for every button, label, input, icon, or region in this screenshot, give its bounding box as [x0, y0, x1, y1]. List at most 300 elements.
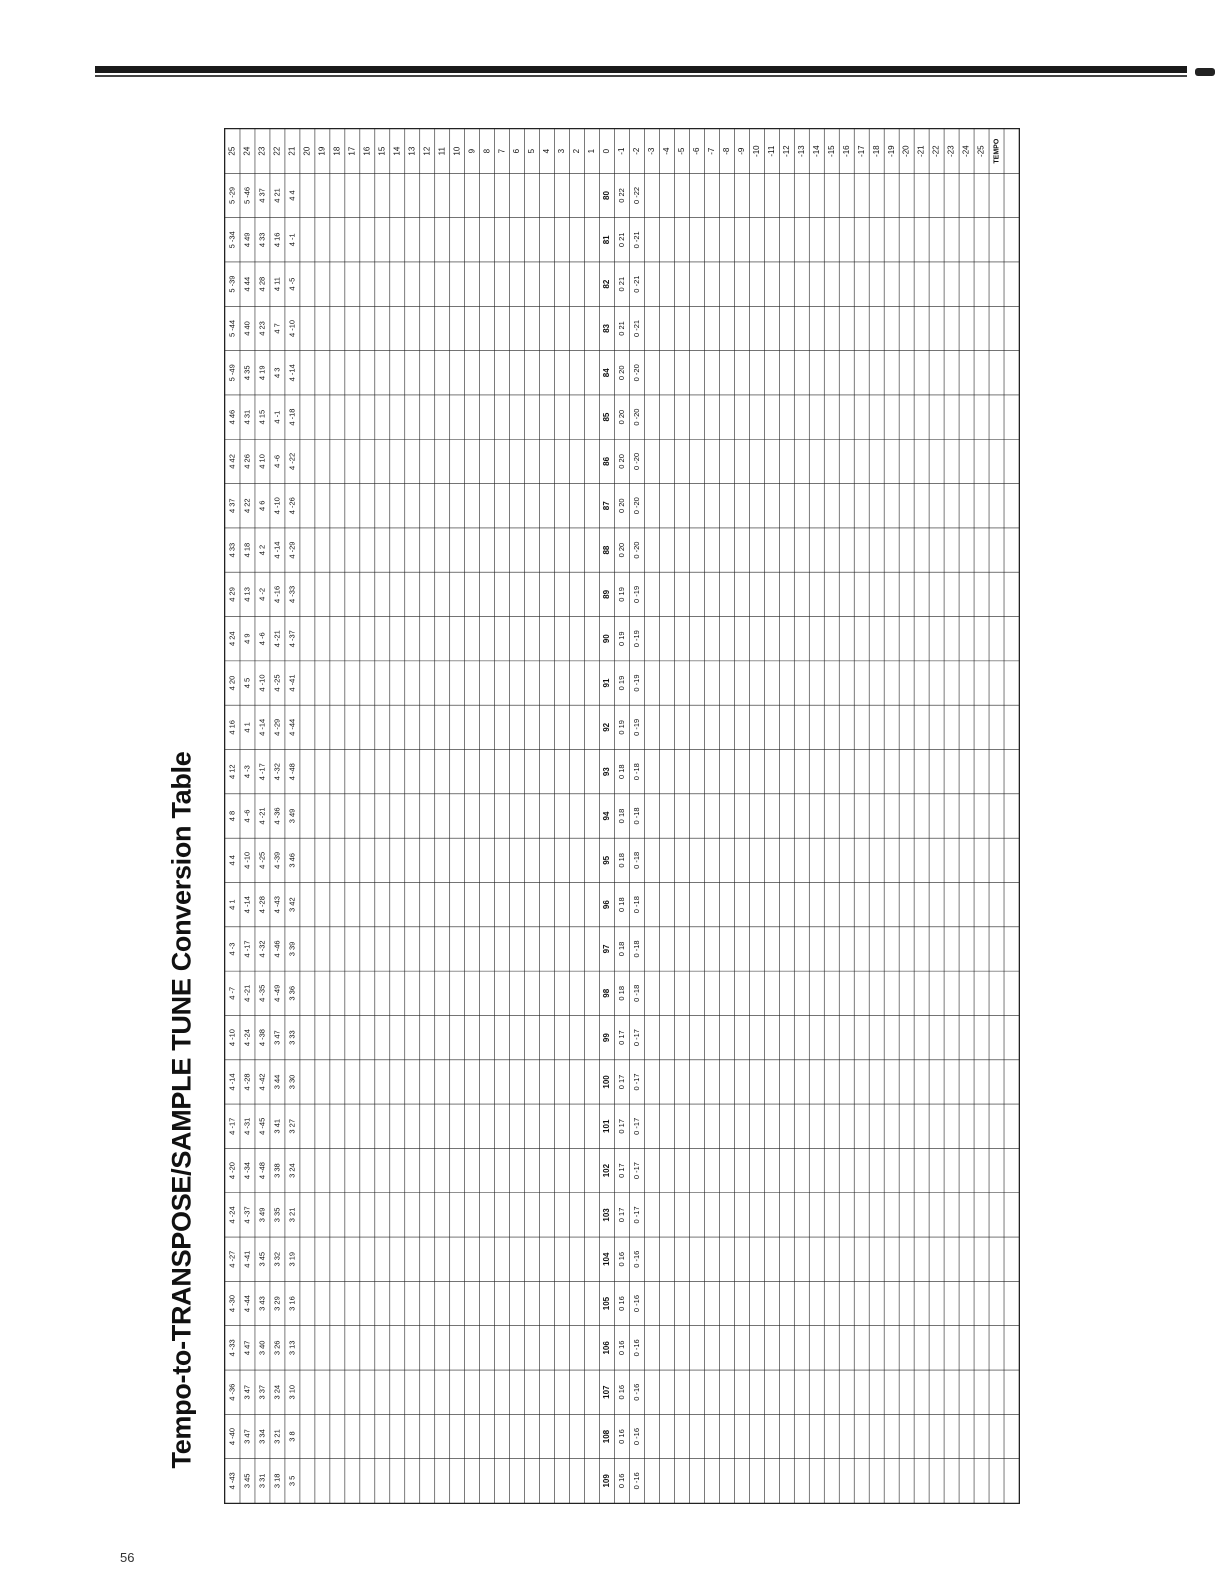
header-rule-thin: [95, 75, 1187, 77]
transpose-header: 14: [392, 146, 402, 156]
table-cell: 4 -18: [287, 408, 297, 426]
table-cell: 4 -29: [287, 541, 297, 559]
transpose-header: 25: [227, 146, 237, 156]
table-cell: 0 -20: [631, 497, 641, 515]
transpose-header: 12: [422, 146, 432, 156]
table-cell: 4 -25: [257, 851, 267, 869]
transpose-header: -2: [632, 147, 642, 155]
table-cell: 3 47: [272, 1030, 282, 1045]
table-cell: 3 19: [287, 1251, 297, 1267]
transpose-header: 16: [362, 146, 372, 156]
transpose-header: -22: [931, 145, 941, 157]
table-cell: 4 47: [242, 1340, 252, 1356]
table-cell: 4 -21: [272, 630, 282, 648]
table-cell: 0 17: [616, 1207, 626, 1223]
table-cell: 3 26: [272, 1340, 282, 1356]
table-cell: 0 -17: [631, 1029, 641, 1047]
table-cell: 0 -17: [631, 1117, 641, 1135]
table-cell: 0 18: [616, 808, 626, 824]
table-cell: 4 -36: [272, 807, 282, 825]
table-cell: 4 -14: [227, 1073, 237, 1091]
table-cell: 4 44: [242, 276, 252, 292]
table-cell: 0 -18: [631, 940, 641, 958]
transpose-header: -12: [781, 145, 791, 157]
table-cell: 4 -28: [257, 896, 267, 914]
transpose-header: 8: [482, 148, 492, 154]
table-cell: 3 39: [287, 941, 297, 957]
table-cell: 3 13: [287, 1340, 297, 1356]
transpose-header: -9: [736, 147, 746, 155]
table-cell: 3 47: [242, 1384, 252, 1400]
table-cell: 0 17: [616, 1118, 626, 1134]
table-cell: 3 45: [242, 1473, 252, 1489]
table-cell: 3 16: [287, 1296, 297, 1311]
tempo-value: 102: [602, 1163, 612, 1178]
transpose-header: -5: [677, 147, 687, 155]
transpose-header: -10: [751, 145, 761, 157]
table-cell: 0 20: [616, 409, 626, 425]
table-cell: 4 7: [272, 323, 282, 334]
table-cell: 3 37: [257, 1384, 267, 1400]
conversion-table: [224, 128, 1020, 1504]
table-cell: 4 -41: [242, 1250, 252, 1268]
table-cell: 0 -18: [631, 763, 641, 781]
table-cell: 4 12: [227, 764, 237, 779]
table-cell: 0 19: [616, 675, 626, 691]
table-cell: 5 -39: [227, 275, 237, 293]
table-cell: 0 -21: [631, 231, 641, 249]
table-cell: 3 41: [272, 1118, 282, 1134]
table-cell: 4 -20: [227, 1162, 237, 1180]
transpose-header: -7: [706, 147, 716, 155]
table-cell: 0 -20: [631, 452, 641, 470]
table-cell: 4 5: [242, 677, 252, 689]
tempo-value: 89: [602, 589, 612, 599]
tempo-value: 100: [602, 1075, 612, 1089]
table-cell: 4 -1: [272, 410, 282, 424]
table-cell: 0 -19: [631, 674, 641, 692]
tempo-value: 92: [602, 722, 612, 732]
tempo-value: 103: [602, 1208, 612, 1222]
table-cell: 4 -40: [227, 1427, 237, 1446]
transpose-header: 3: [557, 148, 567, 154]
table-cell: 3 24: [272, 1384, 282, 1400]
table-cell: 4 -36: [227, 1383, 237, 1401]
table-cell: 0 -16: [631, 1294, 641, 1313]
table-cell: 4 33: [227, 542, 237, 558]
table-cell: 0 17: [616, 1163, 626, 1178]
table-cell: 0 19: [616, 631, 626, 647]
table-cell: 4 -33: [227, 1339, 237, 1357]
tempo-value: 87: [602, 501, 612, 511]
table-cell: 4 -32: [272, 763, 282, 781]
table-cell: 4 -22: [287, 452, 297, 470]
table-cell: 3 30: [287, 1074, 297, 1090]
table-cell: 0 -21: [631, 275, 641, 293]
table-cell: 3 36: [287, 985, 297, 1001]
table-cell: 4 -21: [257, 807, 267, 825]
table-cell: 4 -33: [287, 585, 297, 603]
tempo-value: 81: [602, 235, 612, 245]
table-cell: 4 -2: [257, 587, 267, 601]
table-cell: 0 17: [616, 1030, 626, 1045]
tempo-value: 106: [602, 1341, 612, 1355]
table-cell: 0 16: [616, 1384, 626, 1400]
table-cell: 4 23: [257, 321, 267, 336]
transpose-header: 18: [332, 146, 342, 156]
table-cell: 0 -16: [631, 1427, 641, 1446]
header-rule: [95, 66, 1187, 73]
table-cell: 3 8: [287, 1431, 297, 1442]
table-cell: 4 -43: [227, 1472, 237, 1490]
table-cell: 4 37: [257, 188, 267, 203]
table-cell: 4 -46: [272, 940, 282, 958]
transpose-header: 7: [497, 148, 507, 154]
table-cell: 4 13: [242, 587, 252, 602]
table-cell: 4 8: [227, 810, 237, 822]
table-cell: 4 15: [257, 409, 267, 425]
title-area: [162, 700, 202, 1520]
table-cell: 0 -22: [631, 186, 641, 205]
table-cell: 3 34: [257, 1429, 267, 1444]
tempo-corner-label: TEMPO: [993, 138, 1001, 164]
table-cell: 0 -19: [631, 630, 641, 648]
table-cell: 4 -16: [272, 585, 282, 603]
transpose-header: 4: [542, 148, 552, 154]
table-cell: 3 47: [242, 1429, 252, 1444]
transpose-header: 13: [407, 146, 417, 156]
table-cell: 3 32: [272, 1251, 282, 1267]
transpose-header: -13: [796, 145, 806, 157]
transpose-header: -8: [721, 147, 731, 155]
table-cell: 4 -44: [242, 1294, 252, 1313]
table-cell: 4 -7: [227, 986, 237, 1000]
transpose-header: -16: [841, 145, 851, 157]
tempo-value: 94: [602, 811, 612, 821]
table-cell: 4 -27: [227, 1250, 237, 1268]
transpose-header: -20: [901, 145, 911, 157]
table-cell: 3 21: [287, 1207, 297, 1223]
table-cell: 0 20: [616, 454, 626, 469]
table-cell: 4 -1: [287, 233, 297, 247]
transpose-header: 24: [242, 146, 252, 156]
table-cell: 4 -42: [257, 1073, 267, 1091]
table-cell: 4 -25: [272, 674, 282, 692]
conversion-table-grid: [225, 129, 1019, 1503]
table-cell: 0 17: [616, 1074, 626, 1090]
table-cell: 4 -39: [272, 851, 282, 869]
transpose-header: 21: [287, 146, 297, 156]
transpose-header: 19: [317, 146, 327, 156]
tempo-value: 95: [602, 855, 612, 865]
table-cell: 4 22: [242, 498, 252, 514]
table-cell: 3 49: [287, 808, 297, 824]
table-cell: 0 16: [616, 1473, 626, 1489]
table-cell: 5 -44: [227, 319, 237, 338]
transpose-header: -4: [662, 147, 672, 155]
table-cell: 4 -24: [227, 1206, 237, 1224]
table-cell: 4 -30: [227, 1294, 237, 1313]
table-cell: 3 43: [257, 1296, 267, 1311]
table-cell: 0 -16: [631, 1339, 641, 1357]
table-cell: 4 -45: [257, 1117, 267, 1135]
tempo-value: 96: [602, 900, 612, 910]
table-cell: 4 -28: [242, 1073, 252, 1091]
transpose-header: 23: [257, 146, 267, 156]
table-cell: 4 21: [272, 188, 282, 203]
table-cell: 4 -17: [227, 1117, 237, 1135]
transpose-header: 10: [452, 146, 462, 156]
transpose-header: 2: [572, 148, 582, 154]
table-cell: 0 20: [616, 542, 626, 558]
table-cell: 3 29: [272, 1296, 282, 1311]
table-cell: 0 -16: [631, 1250, 641, 1268]
transpose-header: -21: [916, 145, 926, 157]
tempo-value: 91: [602, 678, 612, 688]
transpose-header: -14: [811, 145, 821, 157]
table-cell: 0 20: [616, 365, 626, 381]
table-cell: 4 19: [257, 365, 267, 381]
table-cell: 0 18: [616, 985, 626, 1001]
table-cell: 4 46: [227, 409, 237, 425]
table-cell: 3 49: [257, 1207, 267, 1223]
table-cell: 0 20: [616, 498, 626, 514]
transpose-header: 15: [377, 146, 387, 156]
tempo-value: 82: [602, 279, 612, 289]
table-cell: 0 21: [616, 276, 626, 292]
table-cell: 3 24: [287, 1163, 297, 1178]
table-cell: 4 -14: [272, 541, 282, 559]
table-cell: 3 31: [257, 1473, 267, 1489]
table-cell: 4 -3: [227, 942, 237, 956]
table-cell: 4 20: [227, 675, 237, 691]
table-cell: 4 18: [242, 542, 252, 558]
table-cell: 4 40: [242, 321, 252, 336]
table-cell: 4 -34: [242, 1162, 252, 1180]
tempo-value: 105: [602, 1296, 612, 1311]
table-cell: 4 42: [227, 454, 237, 469]
table-cell: 4 28: [257, 276, 267, 292]
tempo-value: 97: [602, 944, 612, 954]
transpose-header: -23: [946, 145, 956, 157]
tempo-value: 83: [602, 323, 612, 333]
table-cell: 4 6: [257, 500, 267, 511]
tempo-value: 101: [602, 1119, 612, 1133]
table-cell: 0 -17: [631, 1206, 641, 1224]
transpose-header: 9: [467, 148, 477, 154]
table-cell: 0 -19: [631, 718, 641, 736]
table-cell: 0 16: [616, 1340, 626, 1356]
table-cell: 3 38: [272, 1163, 282, 1178]
table-cell: 4 -14: [242, 896, 252, 914]
page-title: Tempo-to-TRANSPOSE/SAMPLE TUNE Conversion Table: [166, 751, 197, 1469]
table-cell: 4 11: [272, 277, 282, 292]
table-cell: 4 -37: [242, 1206, 252, 1224]
table-cell: 4 35: [242, 365, 252, 381]
table-cell: 4 -41: [287, 674, 297, 692]
table-cell: 0 18: [616, 941, 626, 957]
transpose-header: 6: [512, 148, 522, 154]
page-number: 56: [120, 1550, 135, 1565]
table-cell: 0 18: [616, 853, 626, 868]
table-cell: 0 -18: [631, 984, 641, 1002]
table-cell: 0 -16: [631, 1383, 641, 1401]
table-cell: 3 5: [287, 1475, 297, 1487]
tempo-value: 108: [602, 1429, 612, 1444]
table-cell: 4 26: [242, 454, 252, 469]
transpose-header: -17: [856, 145, 866, 157]
table-cell: 4 -17: [242, 940, 252, 958]
table-cell: 0 16: [616, 1251, 626, 1267]
transpose-header: -24: [961, 145, 971, 157]
transpose-header: -6: [692, 147, 702, 155]
table-cell: 0 -17: [631, 1162, 641, 1180]
table-cell: 0 -21: [631, 319, 641, 338]
table-cell: 3 42: [287, 897, 297, 912]
tempo-value: 98: [602, 988, 612, 998]
table-cell: 4 10: [257, 454, 267, 469]
table-cell: 4 -35: [257, 984, 267, 1002]
tempo-value: 90: [602, 634, 612, 644]
table-cell: 3 40: [257, 1340, 267, 1356]
table-cell: 4 -14: [287, 364, 297, 382]
transpose-header: -15: [826, 145, 836, 157]
table-cell: 0 -20: [631, 408, 641, 426]
table-cell: 4 -29: [272, 718, 282, 736]
tempo-value: 85: [602, 412, 612, 422]
table-cell: 4 16: [227, 720, 237, 735]
table-cell: 4 -24: [242, 1029, 252, 1047]
table-cell: 4 -26: [287, 497, 297, 515]
table-cell: 4 -10: [242, 851, 252, 869]
table-cell: 0 -16: [631, 1472, 641, 1490]
table-cell: 0 21: [616, 321, 626, 336]
table-cell: 3 27: [287, 1118, 297, 1134]
header-rule-end: [1195, 68, 1215, 76]
tempo-value: 107: [602, 1385, 612, 1399]
table-cell: 0 -18: [631, 851, 641, 869]
table-cell: 4 -5: [287, 277, 297, 291]
table-cell: 4 -3: [242, 765, 252, 779]
table-cell: 0 16: [616, 1429, 626, 1444]
table-cell: 3 21: [272, 1429, 282, 1444]
table-cell: 4 1: [227, 899, 237, 910]
transpose-header: 5: [527, 148, 537, 154]
table-cell: 4 4: [227, 855, 237, 866]
table-cell: 0 -18: [631, 896, 641, 914]
table-cell: 4 -32: [257, 940, 267, 958]
transpose-header: -25: [976, 145, 986, 157]
table-cell: 4 37: [227, 498, 237, 514]
table-cell: 4 -6: [242, 809, 252, 823]
table-cell: 0 -18: [631, 807, 641, 825]
transpose-header: -18: [871, 145, 881, 157]
table-cell: 0 -20: [631, 541, 641, 559]
table-cell: 4 4: [287, 190, 297, 201]
table-cell: 4 -38: [257, 1029, 267, 1047]
table-cell: 3 35: [272, 1207, 282, 1223]
table-cell: 0 21: [616, 232, 626, 248]
table-cell: 4 29: [227, 587, 237, 602]
tempo-value: 104: [602, 1252, 612, 1266]
table-cell: 4 16: [272, 232, 282, 248]
transpose-header: 1: [587, 148, 597, 154]
table-cell: 3 45: [257, 1251, 267, 1267]
table-cell: 4 -10: [227, 1029, 237, 1047]
table-cell: 4 24: [227, 631, 237, 647]
table-cell: 4 -10: [272, 497, 282, 515]
table-cell: 4 -44: [287, 718, 297, 736]
tempo-value: 99: [602, 1033, 612, 1043]
transpose-header: 20: [302, 146, 312, 156]
table-cell: 4 -37: [287, 630, 297, 648]
transpose-header: -1: [617, 147, 627, 155]
transpose-header: -19: [886, 145, 896, 157]
table-cell: 0 18: [616, 764, 626, 779]
table-cell: 4 -6: [272, 454, 282, 468]
table-cell: 0 18: [616, 897, 626, 912]
transpose-header: 11: [437, 147, 447, 156]
tempo-value: 80: [602, 191, 612, 200]
table-cell: 3 18: [272, 1473, 282, 1489]
table-cell: 4 -48: [257, 1162, 267, 1180]
table-cell: 4 -17: [257, 763, 267, 781]
tempo-value: 93: [602, 767, 612, 777]
table-cell: 4 -6: [257, 632, 267, 646]
table-cell: 3 10: [287, 1384, 297, 1400]
table-cell: 0 19: [616, 587, 626, 602]
table-cell: 4 -43: [272, 896, 282, 914]
table-cell: 4 1: [242, 722, 252, 733]
table-cell: 5 -29: [227, 186, 237, 205]
table-cell: 4 2: [257, 544, 267, 556]
table-cell: 0 -19: [631, 585, 641, 603]
table-cell: 4 31: [242, 409, 252, 425]
transpose-header: 17: [347, 146, 357, 156]
table-cell: 5 -46: [242, 186, 252, 205]
table-cell: 0 19: [616, 720, 626, 735]
table-cell: 5 -49: [227, 364, 237, 382]
table-cell: 0 -20: [631, 364, 641, 382]
table-cell: 4 -48: [287, 763, 297, 781]
transpose-header: -11: [766, 145, 776, 157]
table-cell: 4 -10: [287, 319, 297, 338]
table-cell: 4 -21: [242, 984, 252, 1002]
tempo-value: 84: [602, 368, 612, 378]
transpose-header: 22: [272, 146, 282, 156]
transpose-header: -3: [647, 147, 657, 155]
table-cell: 4 -10: [257, 674, 267, 692]
table-cell: 4 33: [257, 232, 267, 248]
transpose-header: 0: [602, 148, 612, 154]
table-cell: 0 -17: [631, 1073, 641, 1091]
table-cell: 4 9: [242, 633, 252, 644]
table-cell: 5 -34: [227, 231, 237, 249]
table-cell: 0 22: [616, 188, 626, 203]
tempo-value: 109: [602, 1474, 612, 1488]
table-cell: 3 33: [287, 1030, 297, 1045]
tempo-value: 86: [602, 456, 612, 466]
table-cell: 4 -49: [272, 984, 282, 1002]
table-cell: 0 16: [616, 1296, 626, 1311]
table-cell: 3 46: [287, 853, 297, 868]
table-cell: 4 49: [242, 232, 252, 248]
table-cell: 3 44: [272, 1074, 282, 1090]
table-cell: 4 3: [272, 367, 282, 378]
table-cell: 4 -14: [257, 718, 267, 736]
tempo-value: 88: [602, 545, 612, 555]
table-cell: 4 -31: [242, 1117, 252, 1135]
